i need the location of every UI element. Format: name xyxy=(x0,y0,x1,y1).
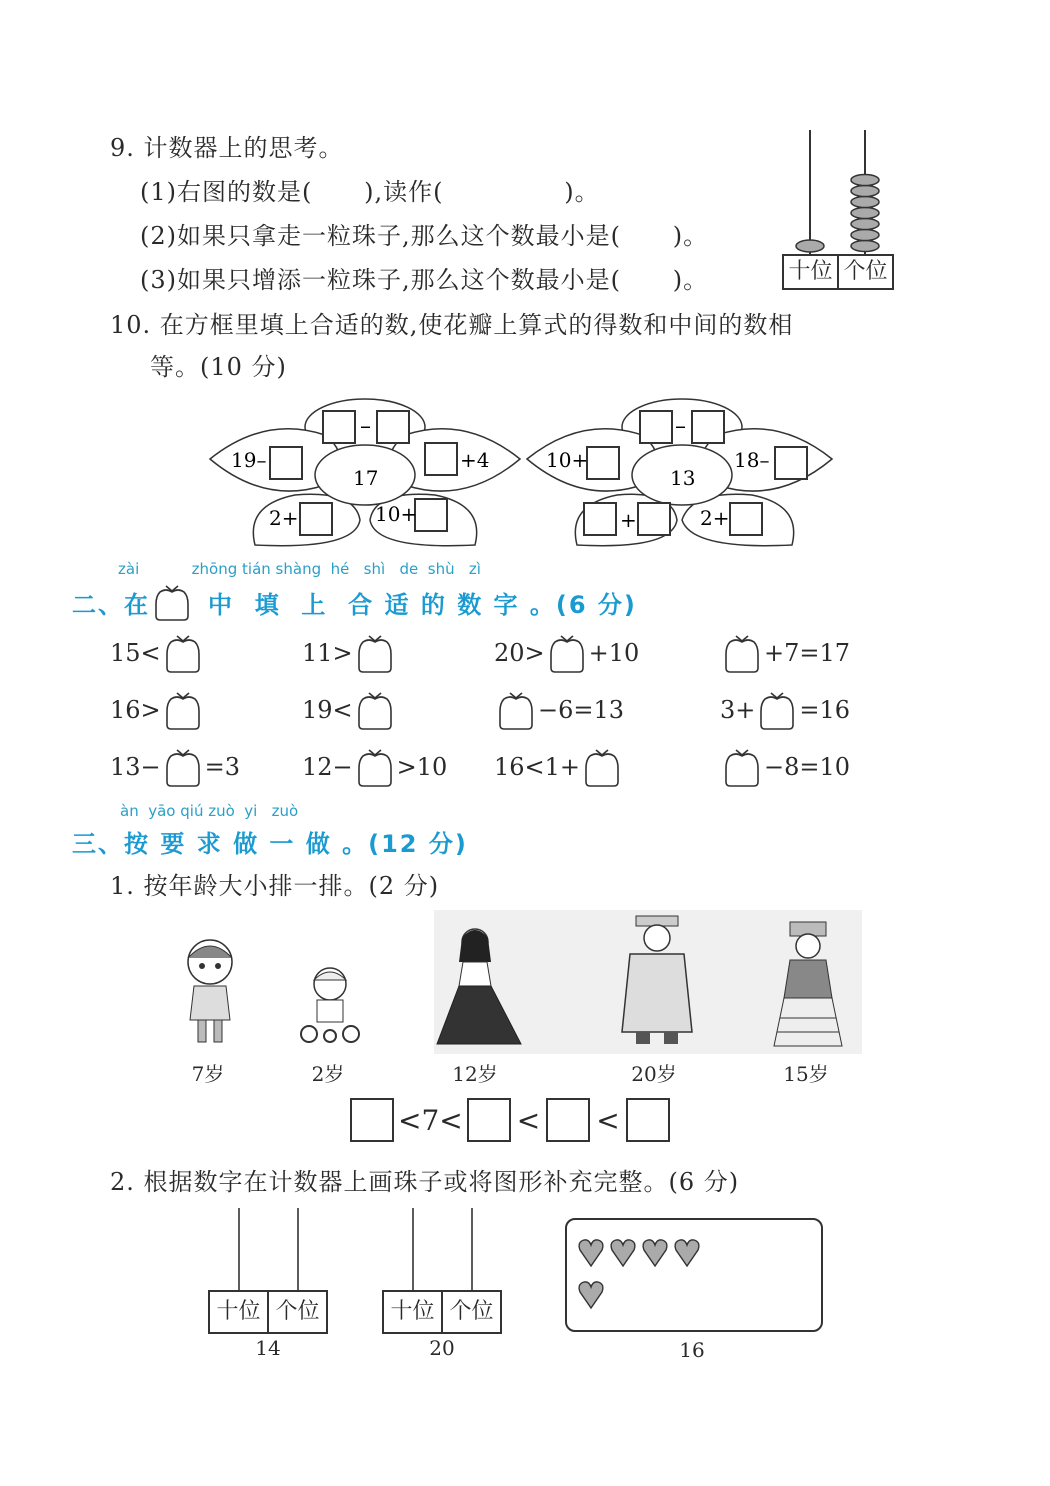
q9-sub3: (3)如果只增添一粒珠子,那么这个数最小是( )。 xyxy=(140,266,709,294)
expr-post: −8=10 xyxy=(764,753,851,781)
heart-icon xyxy=(673,1238,701,1268)
flower1-center: 17 xyxy=(353,466,379,490)
answer-box[interactable] xyxy=(467,1098,511,1142)
ages-row xyxy=(0,1058,1050,1088)
bag-answer-icon[interactable] xyxy=(582,746,622,788)
expr-pre: 13− xyxy=(110,753,161,781)
bag-answer-icon[interactable] xyxy=(722,632,762,674)
expr-post: >10 xyxy=(396,753,448,781)
section2-pinyin: zài zhōng tián shàng hé shì de shù zì xyxy=(118,560,481,578)
bag-answer-icon[interactable] xyxy=(163,632,203,674)
girl-icon xyxy=(170,930,250,1050)
heart-icon xyxy=(577,1238,605,1268)
section3-q1-title: 1. 按年龄大小排一排。(2 分) xyxy=(110,872,440,900)
bead xyxy=(851,175,879,186)
expr-pre: 15< xyxy=(110,639,161,667)
bag-answer-icon[interactable] xyxy=(496,689,536,731)
heart-icon xyxy=(641,1238,669,1268)
bead xyxy=(851,241,879,252)
bag-answer-icon[interactable] xyxy=(355,689,395,731)
flower1-left: 19– xyxy=(231,448,267,472)
man-icon xyxy=(612,912,702,1052)
inequality-item xyxy=(110,689,205,731)
expr-post: +10 xyxy=(588,639,640,667)
bag-answer-icon[interactable] xyxy=(163,746,203,788)
age-label: 2岁 xyxy=(311,1062,345,1086)
compare-lt2: < xyxy=(596,1103,620,1137)
answer-box[interactable] xyxy=(626,1098,670,1142)
counter-1 xyxy=(208,1206,328,1376)
expr-post: +7=17 xyxy=(764,639,851,667)
expr-pre: 20> xyxy=(494,639,545,667)
inequality-item xyxy=(720,632,850,674)
flower2-center: 13 xyxy=(670,466,696,490)
compare-lt1: < xyxy=(516,1103,541,1137)
section3-pinyin: àn yāo qiú zuò yi zuò xyxy=(120,802,299,820)
age-label: 12岁 xyxy=(452,1062,498,1086)
inequality-item xyxy=(720,746,850,788)
bag-answer-icon[interactable] xyxy=(757,689,797,731)
expr-post: =16 xyxy=(799,696,851,724)
section2-heading xyxy=(72,582,637,622)
flower-1 xyxy=(205,395,525,555)
ones-label: 个位 xyxy=(843,259,888,284)
flower2-right: 18– xyxy=(734,448,770,472)
elder-woman-icon xyxy=(770,918,850,1054)
inequality-item xyxy=(302,746,447,788)
flower2-left: 10+ xyxy=(546,448,589,472)
bag-answer-icon[interactable] xyxy=(722,746,762,788)
bag-answer-icon[interactable] xyxy=(163,689,203,731)
inequality-item xyxy=(302,632,397,674)
bead xyxy=(851,230,879,241)
hearts-row-2 xyxy=(577,1280,609,1310)
ones-label: 个位 xyxy=(449,1299,494,1324)
answer-box[interactable] xyxy=(350,1098,394,1142)
heart-icon xyxy=(577,1280,605,1310)
answer-box[interactable] xyxy=(546,1098,590,1142)
section3-q2-title: 2. 根据数字在计数器上画珠子或将图形补充完整。(6 分) xyxy=(110,1168,740,1196)
bag-answer-icon[interactable] xyxy=(355,632,395,674)
expr-post: =3 xyxy=(204,753,241,781)
compare-mid: <7< xyxy=(398,1103,463,1137)
counter2-number: 20 xyxy=(429,1336,455,1360)
bag-icon xyxy=(152,582,192,622)
characters-row xyxy=(150,910,862,1060)
flower2-bottom-right: 2+ xyxy=(700,506,730,530)
expr-pre: 16<1+ xyxy=(494,753,581,781)
woman-icon xyxy=(435,922,525,1050)
age-label: 20岁 xyxy=(631,1062,677,1086)
expr-pre: 3+ xyxy=(720,696,756,724)
q9-sub2: (2)如果只拿走一粒珠子,那么这个数最小是( )。 xyxy=(140,222,709,250)
hearts-box xyxy=(565,1218,823,1332)
section2-label-b: 中 填 上 合 适 的 数 字 。(6 分) xyxy=(208,590,637,619)
flower1-bottom-left: 2+ xyxy=(269,506,299,530)
inequality-item xyxy=(494,689,624,731)
flower1-minus: – xyxy=(360,414,371,439)
q10-line2: 等。(10 分) xyxy=(150,353,287,381)
tens-label: 十位 xyxy=(784,256,839,288)
bead xyxy=(851,219,879,230)
q9-abacus xyxy=(780,128,894,290)
bead xyxy=(851,208,879,219)
counter1-number: 14 xyxy=(255,1336,281,1360)
counter-2 xyxy=(382,1206,502,1376)
q10-line1: 10. 在方框里填上合适的数,使花瓣上算式的得数和中间的数相 xyxy=(110,311,794,339)
inequality-item xyxy=(302,689,397,731)
age-label: 15岁 xyxy=(783,1062,829,1086)
inequality-item xyxy=(110,746,240,788)
hearts-row-1 xyxy=(577,1238,705,1268)
age-label: 7岁 xyxy=(191,1062,225,1086)
bead xyxy=(851,186,879,197)
tens-label: 十位 xyxy=(384,1292,443,1332)
ones-label: 个位 xyxy=(275,1299,320,1324)
bead xyxy=(851,197,879,208)
bag-answer-icon[interactable] xyxy=(355,746,395,788)
q9-title: 9. 计数器上的思考。 xyxy=(110,134,344,162)
expr-pre: 11> xyxy=(302,639,353,667)
toddler-icon xyxy=(295,962,365,1052)
flower1-right: +4 xyxy=(460,448,490,472)
section2-label-a: 二、在 xyxy=(72,590,150,619)
expr-pre: 16> xyxy=(110,696,161,724)
section3-heading: 三、按 要 求 做 一 做 。(12 分) xyxy=(72,830,468,858)
flower2-bottom-mid: + xyxy=(620,508,637,532)
expr-post: −6=13 xyxy=(538,696,625,724)
flower1-bottom-right: 10+ xyxy=(375,502,418,526)
q9-sub1: (1)右图的数是( ),读作( )。 xyxy=(140,178,600,206)
age-compare xyxy=(350,1098,670,1142)
inequality-item xyxy=(494,632,639,674)
inequality-item xyxy=(494,746,624,788)
flower-2 xyxy=(522,395,842,555)
inequality-item xyxy=(110,632,205,674)
hearts-number: 16 xyxy=(679,1338,705,1362)
tens-label: 十位 xyxy=(210,1292,269,1332)
heart-icon xyxy=(609,1238,637,1268)
inequality-item xyxy=(720,689,850,731)
bead xyxy=(796,240,824,252)
bag-answer-icon[interactable] xyxy=(547,632,587,674)
expr-pre: 12− xyxy=(302,753,353,781)
expr-pre: 19< xyxy=(302,696,353,724)
flower2-minus: – xyxy=(675,414,686,439)
